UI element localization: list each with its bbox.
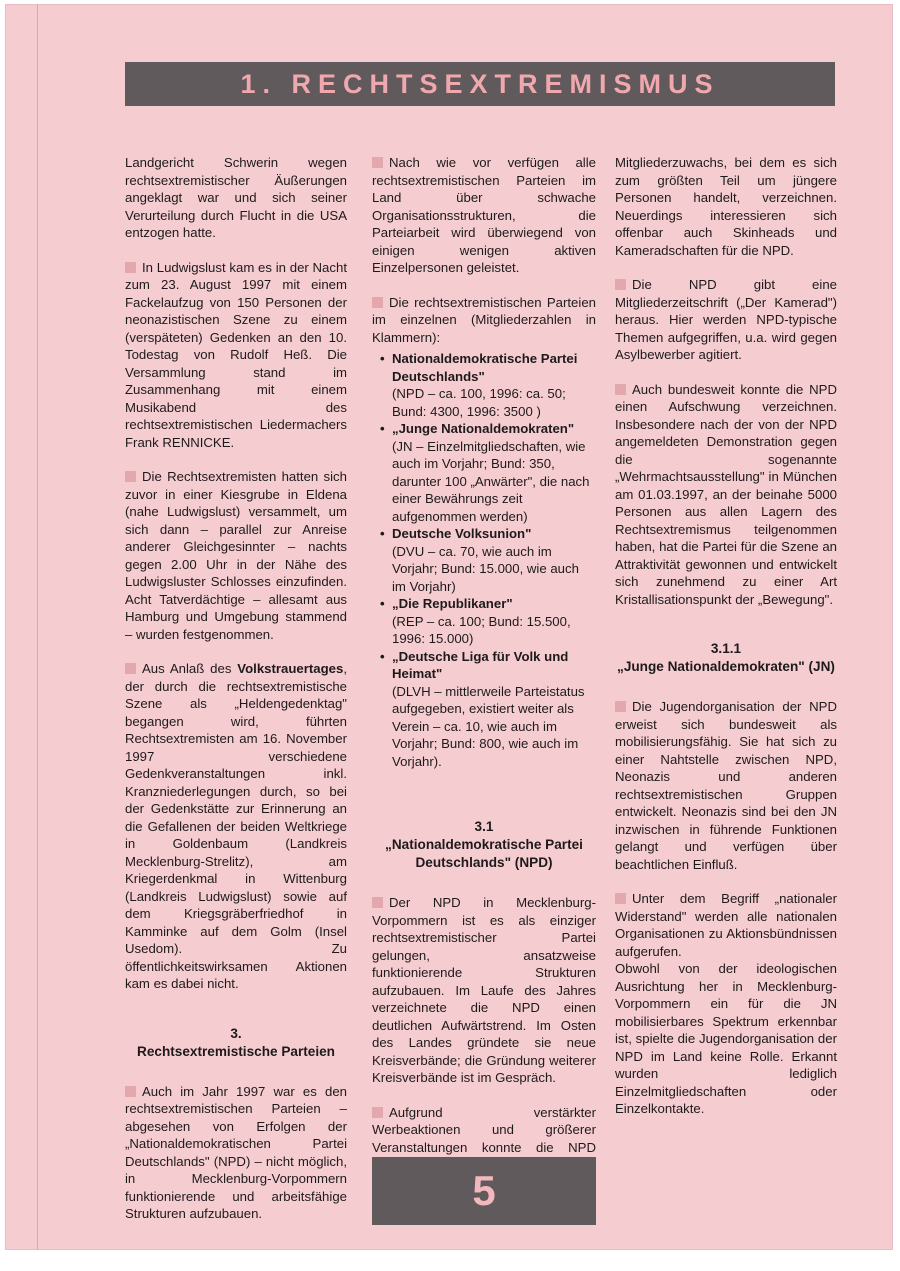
paragraph: Unter dem Begriff „nationaler Widerstand" werden alle nationalen Organisationen zu Aktionsbündnissen aufgerufen. bbox=[615, 891, 837, 959]
section-number: 3.1.1 bbox=[710, 641, 742, 656]
section-number: 3. bbox=[230, 1025, 242, 1041]
chapter-header-bar bbox=[125, 62, 835, 106]
paragraph-marker-icon bbox=[615, 701, 626, 712]
paragraph-marker-icon bbox=[372, 1107, 383, 1118]
list-item: • Deutsche Volksunion" (DVU – ca. 70, wie auch im Vorjahr; Bund: 15.000, wie auch im Vorjahr) bbox=[380, 525, 596, 595]
paragraph: Die NPD gibt eine Mitgliederzeitschrift („Der Kamerad") heraus. Hier werden NPD-typische Themen aufgegriffen, u.a. wird gegen Asylbewerber agitiert. bbox=[615, 277, 837, 362]
paragraph: Die Jugendorganisation der NPD erweist sich bundesweit als mobilisierungsfähig. Sie hat sich zu einer Nahtstelle zwischen NPD, Neonazis und anderen rechtsextremistischen Gruppen entwickelt. Neonazis sind bei den JN inzwischen in führende Funktionen gelangt und verfügen über beachtlichen Einfluß. bbox=[615, 699, 837, 872]
paragraph-marker-icon bbox=[125, 1086, 136, 1097]
paragraph-marker-icon bbox=[125, 663, 136, 674]
section-heading bbox=[372, 818, 596, 872]
section-number: 3.1 bbox=[474, 819, 494, 834]
section-title: Rechtsextremistische Parteien bbox=[137, 1043, 335, 1059]
paragraph: Landgericht Schwerin wegen rechtsextremistischer Äußerungen angeklagt war und sich seiner Verurteilung durch Flucht in die USA entzogen hatte. bbox=[125, 155, 347, 240]
list-item: • „Deutsche Liga für Volk und Heimat" (DLVH – mittlerweile Parteistatus aufgegeben, existiert weiter als Verein – ca. 10, wie auch im Vorjahr; Bund: 800, wie auch im Vorjahr). bbox=[380, 648, 596, 771]
paragraph-marker-icon bbox=[615, 279, 626, 290]
paragraph: Auch im Jahr 1997 war es den rechtsextremistischen Parteien – abgesehen von Erfolgen der „Nationaldemokratischen Partei Deutschlands" (NPD) – nicht möglich, in Mecklenburg-Vorpommern funktionierende und arbeitsfähige Strukturen aufzubauen. bbox=[125, 1083, 347, 1221]
page-number-box bbox=[372, 1157, 596, 1225]
paragraph: Mitgliederzuwachs, bei dem es sich zum größten Teil um jüngere Personen handelt, verzeichnen. Neuerdings interessieren sich offenbar auch Skinheads und Kameradschaften für die NPD. bbox=[615, 155, 837, 258]
section-heading bbox=[615, 640, 837, 676]
emphasis: Volkstrauertages bbox=[237, 661, 344, 676]
section-title: „Junge Nationaldemokraten" (JN) bbox=[617, 659, 835, 674]
paragraph: In Ludwigslust kam es in der Nacht zum 23. August 1997 mit einem Fackelaufzug von 150 Personen der neonazistischen Szene zu einem (verspäteten) Gedenken an den 10. Todestag von Rudolf Heß. Die Versammlung stand im Zusammenhang mit einem Musikabend des rechtsextremistischen Liedermachers Frank RENNICKE. bbox=[125, 259, 347, 450]
paragraph: Der NPD in Mecklenburg-Vorpommern ist es als einziger rechtsextremistischer Partei gelungen, ansatzweise funktionierende Strukturen aufzubauen. Im Laufe des Jahres verzeichnete die NPD einen deutlichen Aufwärtstrend. Im Osten des Landes gründete sie neue Kreisverbände; die Gründung weiterer Kreisverbände ist im Gespräch. bbox=[372, 895, 596, 1085]
paragraph: Auch bundesweit konnte die NPD einen Aufschwung verzeichnen. Insbesondere nach der von der NPD angemeldeten Demonstration gegen die sogenannte „Wehrmachtsausstellung" in München am 01.03.1997, an der beinahe 5000 Personen aus allen Lagern des Rechtsextremismus teilgenommen haben, hat die Partei für die Szene an Attraktivität gewonnen und entwickelt sich zunehmend zu einer Art Kristallisationspunkt der „Bewegung". bbox=[615, 381, 837, 607]
party-list bbox=[372, 350, 596, 770]
list-item: • „Junge Nationaldemokraten" (JN – Einzelmitgliedschaften, wie auch im Vorjahr; Bund: 350, darunter 100 „Anwärter", die nach einer Bewährungs zeit aufgenommen werden) bbox=[380, 420, 596, 525]
paragraph-marker-icon bbox=[372, 297, 383, 308]
paragraph: Die Rechtsextremisten hatten sich zuvor in einer Kiesgrube in Eldena (nahe Ludwigslust) versammelt, um sich dann – parallel zur Anreise anderer Gleichgesinnter – nachts gegen 2.00 Uhr in der Nähe des Ludwigsluster Schlosses einzufinden. Acht Tatverdächtige – allesamt aus Hamburg und Umgebung stammend – wurden festgenommen. bbox=[125, 469, 347, 642]
paragraph-marker-icon bbox=[615, 384, 626, 395]
paragraph-marker-icon bbox=[372, 157, 383, 168]
document-page bbox=[5, 4, 893, 1250]
paragraph: Obwohl von der ideologischen Ausrichtung her in Mecklenburg-Vorpommern ein für die JN mobilisierbares Spektrum erkennbar ist, spielte die Jugendorganisation der NPD im Land keine Rolle. Erkannt wurden lediglich Einzelmitgliedschaften oder Einzelkontakte. bbox=[615, 961, 837, 1116]
page-number: 5 bbox=[472, 1167, 496, 1214]
paragraph: Aufgrund verstärkter Werbeaktionen und größerer Veranstaltungen konnte die NPD bbox=[372, 1104, 596, 1155]
paragraph-marker-icon bbox=[372, 897, 383, 908]
paragraph: Aus Anlaß des Volkstrauertages, der durch die rechtsextremistische Szene als „Heldengedenktag" begangen wird, führten Rechtsextremisten am 16. November 1997 verschiedene Gedenkveranstaltungen inkl. Kranzniederlegungen durch, so bei der Gedenkstätte zur Erinnerung an die Gefallenen der beiden Weltkriege in Goldenbaum (Landkreis Mecklenburg-Strelitz), am Kriegerdenkmal in Wittenburg (Landkreis Ludwigslust) sowie auf dem Kriegsgräberfriedhof in Kamminke auf dem Golm (Insel Usedom). Zu öffentlichkeitswirksamen Aktionen kam es dabei nicht. bbox=[125, 661, 347, 991]
list-item: • „Die Republikaner" (REP – ca. 100; Bund: 15.500, 1996: 15.000) bbox=[380, 595, 596, 648]
column-2 bbox=[372, 154, 596, 1191]
chapter-title: 1. RECHTSEXTREMISMUS bbox=[240, 68, 720, 99]
paragraph-marker-icon bbox=[615, 893, 626, 904]
list-item: • Nationaldemokratische Partei Deutschlands" (NPD – ca. 100, 1996: ca. 50; Bund: 4300, 1996: 3500 ) bbox=[380, 350, 596, 420]
section-heading bbox=[125, 1025, 347, 1061]
column-3 bbox=[615, 154, 837, 1135]
paragraph-marker-icon bbox=[125, 471, 136, 482]
paragraph-marker-icon bbox=[125, 262, 136, 273]
paragraph: Nach wie vor verfügen alle rechtsextremistischen Parteien im Land über schwache Organisationsstrukturen, die Parteiarbeit wird überwiegend von einigen wenigen aktiven Einzelpersonen geleistet. bbox=[372, 155, 596, 275]
section-title: „Nationaldemokratische Partei Deutschlands" (NPD) bbox=[385, 837, 583, 870]
paragraph: Die rechtsextremistischen Parteien im einzelnen (Mitgliederzahlen in Klammern): bbox=[372, 294, 596, 345]
column-1 bbox=[125, 154, 347, 1240]
margin-rule bbox=[37, 4, 38, 1250]
